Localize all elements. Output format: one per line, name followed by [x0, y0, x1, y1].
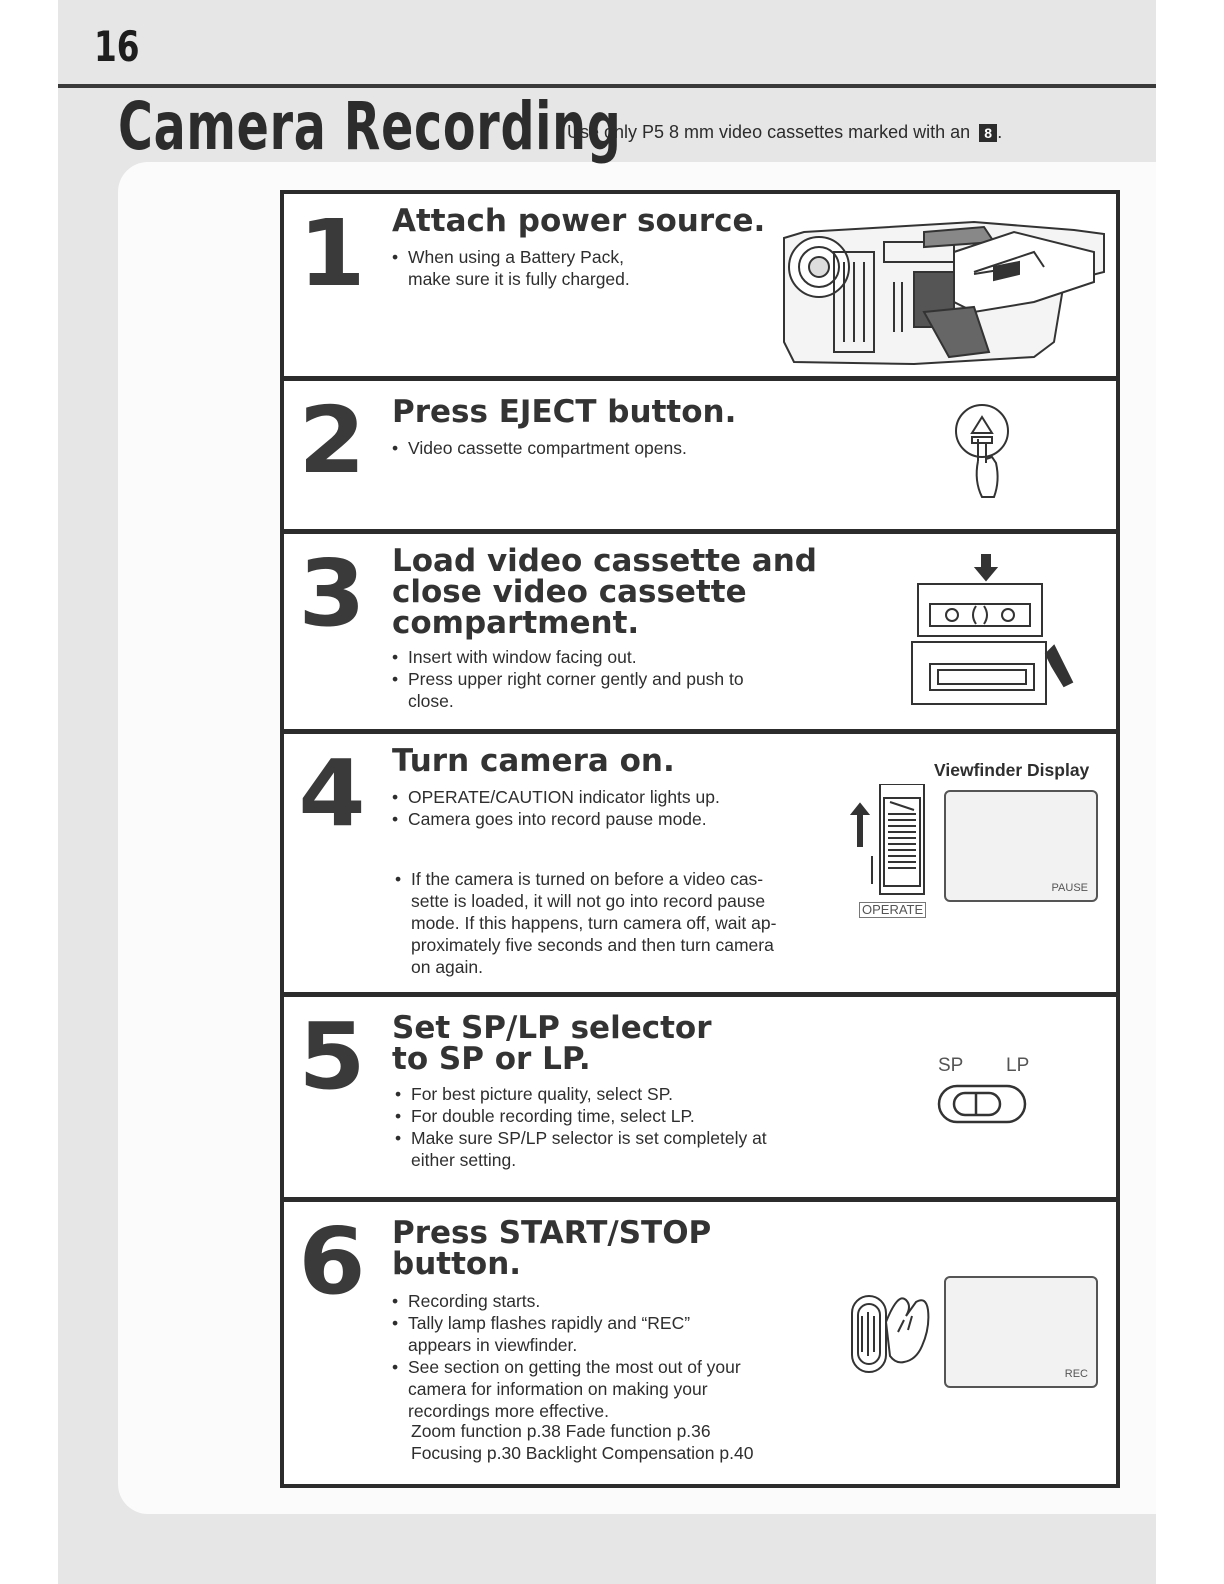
step-heading [392, 203, 766, 239]
list-item: • Recording starts. [392, 1290, 741, 1312]
step-6 [284, 1202, 1116, 1484]
viewfinder-pause-text: PAUSE [1051, 882, 1088, 894]
sp-label: SP [938, 1055, 964, 1076]
step-heading [392, 394, 737, 430]
viewfinder-rec-text: REC [1064, 1368, 1088, 1380]
list-item: • For best picture quality, select SP. [395, 1083, 767, 1105]
step-heading-line: to SP or LP. [392, 1041, 591, 1077]
step-heading [392, 1215, 712, 1282]
step-heading-line: close video cassette [392, 574, 747, 610]
page-title: Camera Recording [118, 88, 622, 165]
step-number: 5 [298, 1003, 366, 1110]
step-heading-line: Turn camera on. [392, 743, 675, 779]
list-item: • Press upper right corner gently and push to close. [392, 668, 744, 712]
step-3 [284, 534, 1116, 734]
list-item: • See section on getting the most out of your camera for information on making your recordings more effective. [392, 1356, 741, 1422]
step-heading-line: Load video cassette and [392, 543, 817, 579]
list-item: • OPERATE/CAUTION indicator lights up. [392, 786, 720, 808]
step-heading-line: Press START/STOP [392, 1215, 712, 1251]
operate-switch-icon [840, 784, 940, 914]
operate-switch-label: OPERATE [859, 902, 926, 918]
step-4 [284, 734, 1116, 997]
step-bullets [392, 646, 744, 712]
cassette-load-icon [904, 554, 1074, 724]
step-number: 4 [298, 740, 366, 847]
step-bullets [392, 437, 687, 459]
step-heading-line: Press EJECT button. [392, 394, 737, 430]
step-heading-line: Attach power source. [392, 203, 766, 239]
step-bullets [395, 1083, 767, 1171]
page-reference: Zoom function p.38 Fade function p.36 [411, 1421, 711, 1441]
subtitle-text: Use only P5 8 mm video cassettes marked with an [567, 122, 971, 142]
list-item: • Insert with window facing out. [392, 646, 744, 668]
viewfinder-display-title: Viewfinder Display [934, 760, 1090, 780]
step-number: 2 [298, 387, 366, 494]
step-heading [392, 1010, 712, 1077]
camera-battery-attach-icon [774, 212, 1114, 372]
steps-box [280, 190, 1120, 1488]
start-stop-press-icon [846, 1282, 946, 1382]
list-item: • Video cassette compartment opens. [392, 437, 687, 459]
step-number: 1 [298, 200, 366, 307]
8mm-cassette-mark-icon: 8 [979, 124, 997, 142]
step-heading-line: Set SP/LP selector [392, 1010, 712, 1046]
step-2 [284, 381, 1116, 534]
step-heading [392, 543, 817, 641]
step-heading [392, 743, 675, 779]
step-bullets [392, 786, 720, 830]
step-heading-line: button. [392, 1246, 522, 1282]
page-number: 16 [94, 22, 140, 71]
list-item: • When using a Battery Pack, make sure it is fully charged. [392, 246, 630, 290]
eject-button-press-icon [954, 401, 1014, 511]
list-item: • For double recording time, select LP. [395, 1105, 767, 1127]
list-item: • Make sure SP/LP selector is set completely at either setting. [395, 1127, 767, 1171]
step-number: 6 [298, 1208, 366, 1315]
sp-lp-selector-icon [936, 1083, 1030, 1127]
step-note [395, 868, 776, 978]
step-1 [284, 194, 1116, 381]
page-reference: Focusing p.30 Backlight Compensation p.40 [411, 1443, 754, 1463]
step-5 [284, 997, 1116, 1202]
list-item: • Camera goes into record pause mode. [392, 808, 720, 830]
list-item: • Tally lamp flashes rapidly and “REC” appears in viewfinder. [392, 1312, 741, 1356]
viewfinder-display-pause [944, 790, 1098, 902]
lp-label: LP [1006, 1055, 1030, 1076]
step-number: 3 [298, 540, 366, 647]
step-heading-line: compartment. [392, 605, 640, 641]
list-item: • If the camera is turned on before a video cas- sette is loaded, it will not go into record pause mode. If this happens, turn camera off, wait ap- proximately five seconds and then turn camera on again. [395, 868, 776, 978]
subtitle-end: . [997, 122, 1003, 142]
page-subtitle [567, 122, 1002, 143]
step-bullets [392, 1290, 741, 1422]
step-bullets [392, 246, 630, 290]
viewfinder-display-rec [944, 1276, 1098, 1388]
